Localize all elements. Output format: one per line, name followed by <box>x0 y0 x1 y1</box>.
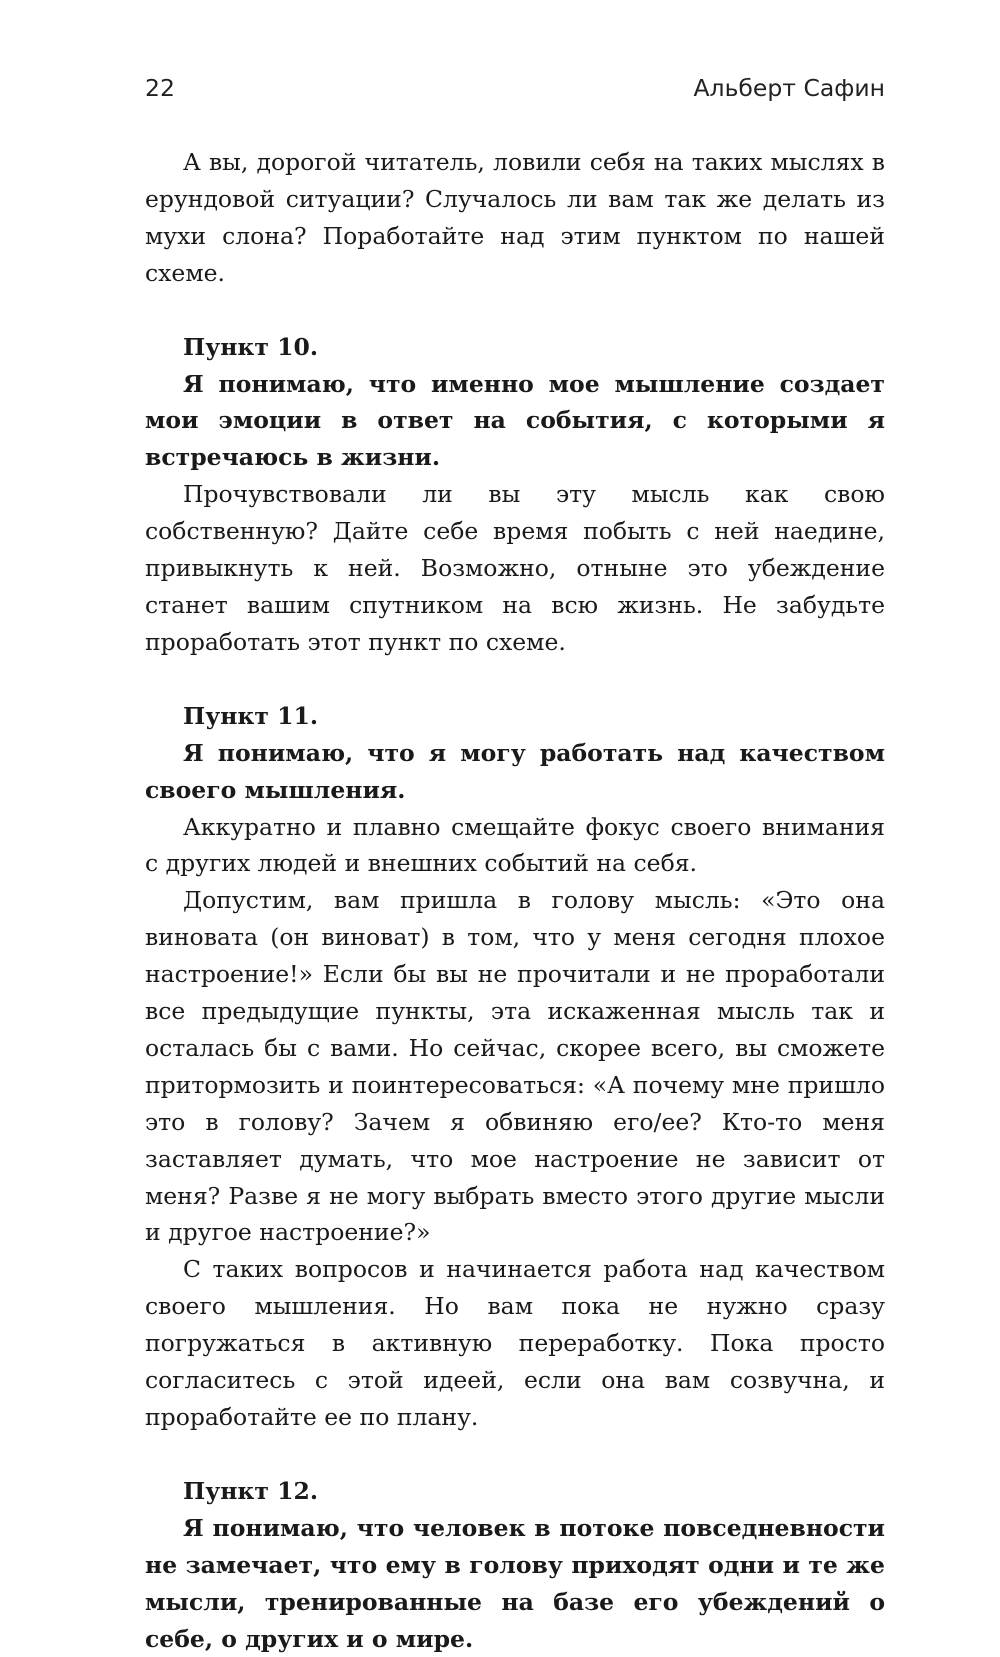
item-12-heading: Пункт 12. <box>183 1476 319 1505</box>
item-10-paragraph: Прочувствовали ли вы эту мысль как свою собственную? Дайте себе время побыть с ней наедине, привыкнуть к ней. Возможно, отныне это убеждение станет вашим спутником на всю жизнь. Не забудьте проработать этот пункт по схеме. <box>145 480 885 656</box>
item-11-section <box>145 698 885 1436</box>
item-11-heading: Пункт 11. <box>183 701 319 730</box>
item-11-statement: Я понимаю, что я могу работать над качеством своего мышления. <box>145 738 885 804</box>
item-11-paragraph: С таких вопросов и начинается работа над качеством своего мышления. Но вам пока не нужно сразу погружаться в активную переработку. Пока просто согласитесь с этой идеей, если она вам созвучна, и проработайте ее по плану. <box>145 1255 885 1431</box>
item-12-section <box>145 1473 885 1657</box>
item-10-section <box>145 329 885 661</box>
intro-paragraph: А вы, дорогой читатель, ловили себя на таких мыслях в ерундовой ситуации? Случалось ли вам так же делать из мухи слона? Поработайте над этим пунктом по нашей схеме. <box>145 148 885 287</box>
item-10-heading: Пункт 10. <box>183 332 319 361</box>
running-head <box>145 74 885 110</box>
item-11-paragraph: Аккуратно и плавно смещайте фокус своего внимания с других людей и внешних событий на себя. <box>145 812 885 878</box>
page-number: 22 <box>145 74 175 102</box>
body-text <box>145 144 885 1657</box>
item-10-statement: Я понимаю, что именно мое мышление создает мои эмоции в ответ на события, с которыми я встречаюсь в жизни. <box>145 369 885 472</box>
item-11-paragraph: Допустим, вам пришла в голову мысль: «Это она виновата (он виноват) в том, что у меня сегодня плохое настроение!» Если бы вы не прочитали и не проработали все предыдущие пункты, эта искаженная мысль так и осталась бы с вами. Но сейчас, скорее всего, вы сможете притормозить и поинтересоваться: «А почему мне пришло это в голову? Зачем я обвиняю его/ее? Кто-то меня заставляет думать, что мое настроение не зависит от меня? Разве я не могу выбрать вместо этого другие мысли и другое настроение?» <box>145 886 885 1247</box>
item-12-statement: Я понимаю, что человек в потоке повседневности не замечает, что ему в голову приходят одни и те же мысли, тренированные на базе его убеждений о себе, о других и о мире. <box>145 1513 885 1653</box>
book-author: Альберт Сафин <box>693 74 885 102</box>
